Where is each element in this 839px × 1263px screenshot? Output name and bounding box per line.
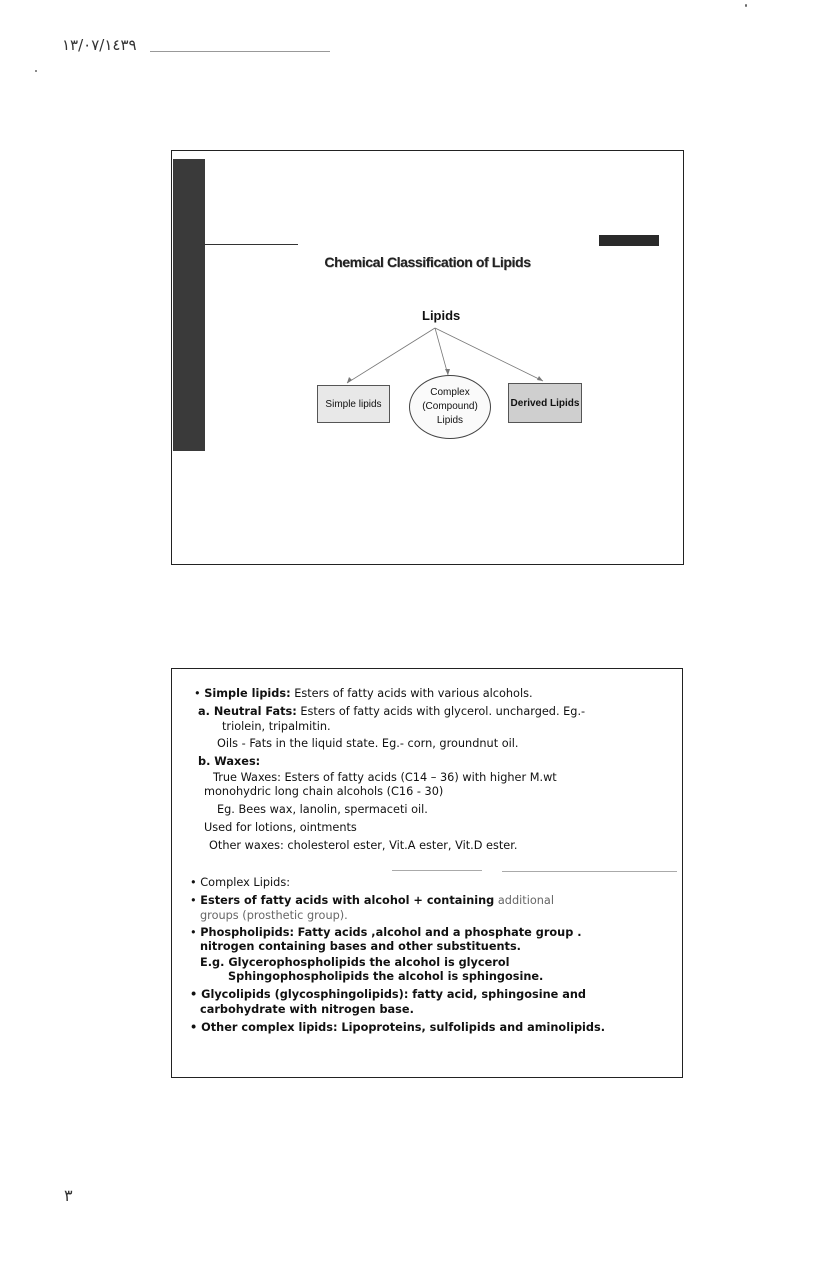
complex-line-1: Complex	[430, 387, 470, 398]
header-underline	[150, 51, 330, 52]
node-complex-lipids	[409, 375, 491, 439]
scan-speck	[745, 4, 747, 7]
scan-artifact-line	[392, 870, 482, 871]
complex-line-2: (Compound)	[422, 401, 478, 412]
arrowhead-simple	[347, 377, 352, 383]
arrowhead-derived	[537, 376, 543, 381]
text-line: a. Neutral Fats: Esters of fatty acids with glycerol. uncharged. Eg.-	[198, 705, 586, 718]
text-line: E.g. Glycerophospholipids the alcohol is glycerol	[200, 956, 510, 969]
text-line: Used for lotions, ointments	[204, 821, 357, 834]
text-line: • Other complex lipids: Lipoproteins, sulfolipids and aminolipids.	[190, 1021, 606, 1034]
text-line: Other waxes: cholesterol ester, Vit.A ester, Vit.D ester.	[209, 839, 518, 852]
text-line: monohydric long chain alcohols (C16 - 30)	[204, 785, 444, 798]
node-derived-lipids: Derived Lipids	[508, 383, 582, 423]
slide-title: Chemical Classification of Lipids	[324, 254, 531, 270]
text-line: Oils - Fats in the liquid state. Eg.- corn, groundnut oil.	[217, 737, 519, 750]
scan-artifact-line	[502, 871, 677, 872]
diagram-root-lipids: Lipids	[422, 308, 461, 323]
scan-speck	[35, 70, 37, 72]
connector-simple	[347, 328, 435, 383]
connector-complex	[435, 328, 448, 375]
text-line: b. Waxes:	[198, 755, 261, 768]
page-number: ٣	[64, 1186, 73, 1205]
text-line: True Waxes: Esters of fatty acids (C14 – 36) with higher M.wt	[213, 771, 557, 784]
text-line: carbohydrate with nitrogen base.	[200, 1003, 414, 1016]
text-line: nitrogen containing bases and other substituents.	[200, 940, 521, 953]
node-simple-lipids: Simple lipids	[317, 385, 390, 423]
text-line: triolein, tripalmitin.	[222, 720, 331, 733]
diagram-connectors	[172, 151, 685, 566]
complex-line-3: Lipids	[436, 415, 464, 426]
slide-classification-diagram	[171, 150, 684, 565]
text-line: • Simple lipids: Esters of fatty acids with various alcohols.	[194, 687, 533, 700]
handwritten-code: ١٣/٠٧/١٤٣٩	[62, 36, 137, 54]
slide-lipid-types-text	[171, 668, 683, 1078]
text-line: • Complex Lipids:	[190, 876, 291, 889]
text-line: groups (prosthetic group).	[200, 909, 348, 922]
text-line: • Phospholipids: Fatty acids ,alcohol and a phosphate group .	[190, 926, 582, 939]
text-line: • Esters of fatty acids with alcohol + containing additional	[190, 894, 554, 907]
text-line: Sphingophospholipids the alcohol is sphingosine.	[228, 970, 544, 983]
text-line: • Glycolipids (glycosphingolipids): fatty acid, sphingosine and	[190, 988, 587, 1001]
text-line: Eg. Bees wax, lanolin, spermaceti oil.	[217, 803, 428, 816]
connector-derived	[435, 328, 543, 381]
